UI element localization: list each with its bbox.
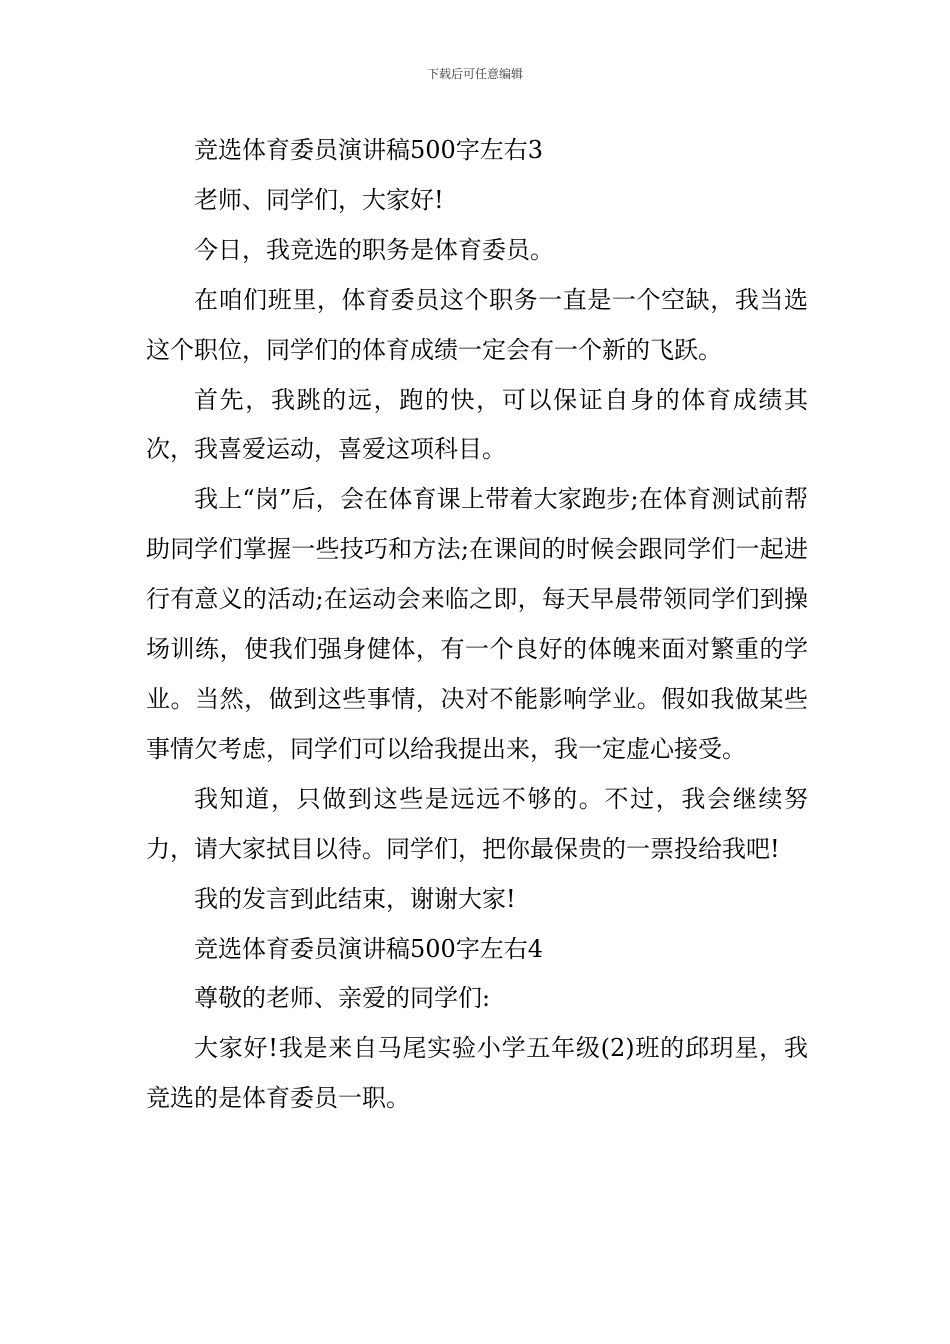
closing-paragraph: 我的发言到此结束，谢谢大家! — [194, 884, 516, 913]
heading-speech-4: 竞选体育委员演讲稿500字左右4 — [194, 934, 544, 963]
body-paragraph: 我知道，只做到这些是远远不够的。不过，我会继续努力，请大家拭目以待。同学们，把你最保贵的一票投给我吧! — [146, 784, 808, 863]
greeting-paragraph: 老师、同学们，大家好! — [194, 185, 444, 214]
body-paragraph: 在咱们班里，体育委员这个职务一直是一个空缺，我当选这个职位，同学们的体育成绩一定会有一个新的飞跃。 — [146, 285, 808, 364]
heading-speech-3: 竞选体育委员演讲稿500字左右3 — [194, 136, 544, 164]
body-paragraph: 首先，我跳的远，跑的快，可以保证自身的体育成绩其次，我喜爱运动，喜爱这项科目。 — [146, 385, 808, 464]
greeting-paragraph: 尊敬的老师、亲爱的同学们: — [194, 984, 491, 1013]
page-header: 下载后可任意编辑 — [426, 67, 523, 81]
body-paragraph: 我上“岗”后，会在体育课上带着大家跑步;在体育测试前帮助同学们掌握一些技巧和方法;在课间的时候会跟同学们一起进行有意义的活动;在运动会来临之即，每天早晨带领同学们到操场训练，使我们强身健体，有一个良好的体魄来面对繁重的学业。当然，做到这些事情，决对不能影响学业。假如我做某些事情欠考虑，同学们可以给我提出来，我一定虚心接受。 — [146, 485, 808, 763]
document-body — [146, 126, 808, 1124]
intro-paragraph: 大家好!我是来自马尾实验小学五年级(2)班的邱玥星，我竞选的是体育委员一职。 — [146, 1034, 808, 1113]
intro-paragraph: 今日，我竞选的职务是体育委员。 — [194, 235, 554, 264]
